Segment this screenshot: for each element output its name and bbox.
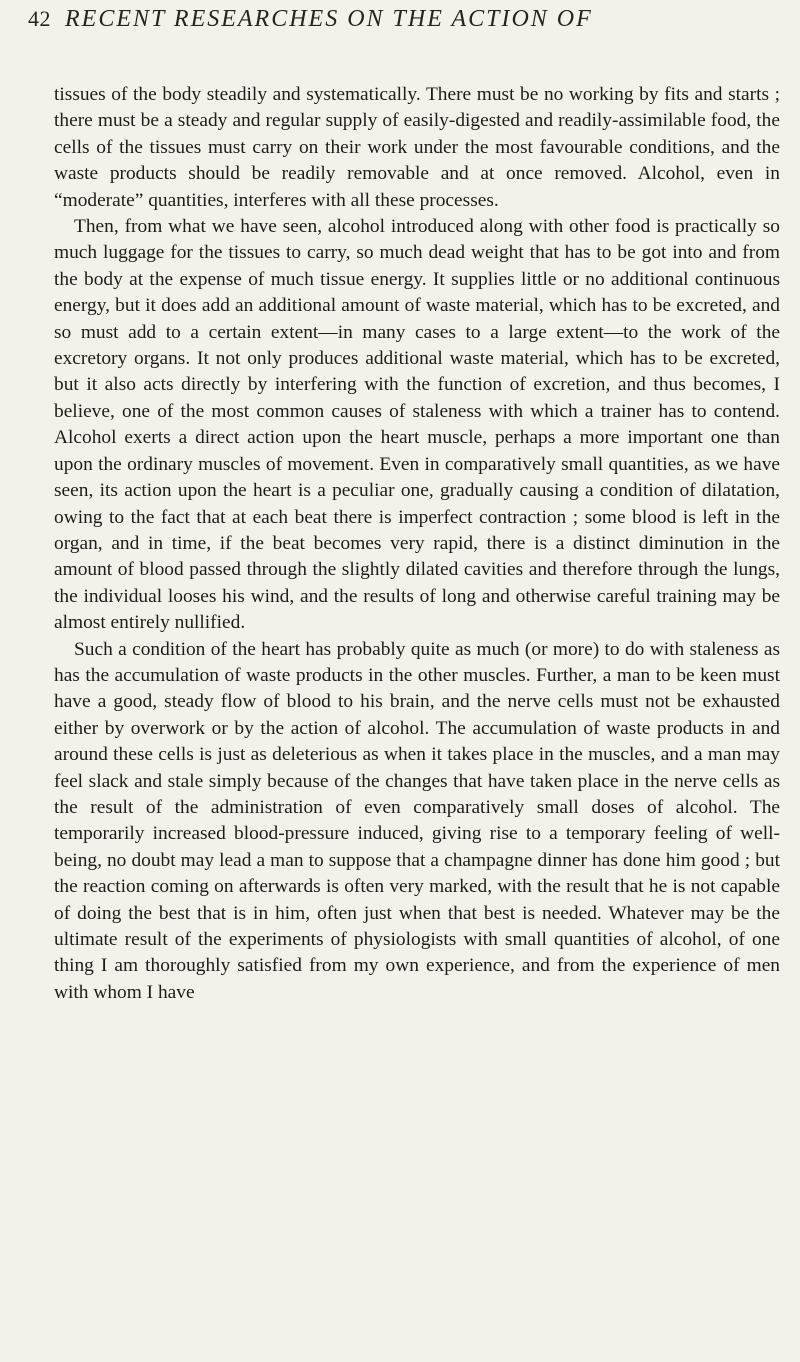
paragraph: Such a condition of the heart has probably quite as much (or more) to do with staleness as has the accumulation of waste products in the other muscles. Further, a man to be keen must have a good, steady flow of blood to his brain, and the nerve cells must not be exhausted either by overwork or by the action of alcohol. The accumulation of waste products in and around these cells is just as deleterious as when it takes place in the muscles, and a man may feel slack and stale simply because of the changes that have taken place in the nerve cells as the result of the administration of even comparatively small doses of alcohol. The temporarily increased blood-pressure induced, giving rise to a temporary feeling of well-being, no doubt may lead a man to suppose that a champagne dinner has done him good ; but the reaction coming on afterwards is often very marked, with the result that he is not capable of doing the best that is in him, often just when that best is needed. Whatever may be the ultimate result of the experiments of physiologists with small quantities of alcohol, of one thing I am thoroughly satisfied from my own experience, and from the experience of men with whom I have xyxy=(54,638,780,1003)
paragraph: Then, from what we have seen, alcohol introduced along with other food is practically so much luggage for the tissues to carry, so much dead weight that has to be got into and from the body at the expense of much tissue energy. It supplies little or no additional continuous energy, but it does add an additional amount of waste material, which has to be excreted, and so must add to a certain extent—in many cases to a large extent—to the work of the excretory organs. It not only produces additional waste material, which has to be excreted, but it also acts directly by interfering with the function of excretion, and thus becomes, I believe, one of the most common causes of staleness with which a trainer has to contend. Alcohol exerts a direct action upon the heart muscle, perhaps a more important one than upon the ordinary muscles of movement. Even in comparatively small quantities, as we have seen, its action upon the heart is a peculiar one, gradually causing a condition of dilatation, owing to the fact that at each beat there is imperfect contraction ; some blood is left in the organ, and in time, if the beat becomes very rapid, there is a distinct diminution in the amount of blood passed through the slightly dilated cavities and therefore through the lungs, the individual looses his wind, and the results of long and otherwise careful training may be almost entirely nullified. xyxy=(54,216,780,634)
running-head xyxy=(28,6,780,46)
running-title: RECENT RESEARCHES ON THE ACTION OF xyxy=(65,6,593,32)
body-text xyxy=(54,82,780,1006)
paragraph-continued: tissues of the body steadily and systematically. There must be no working by fits and starts ; there must be a steady and regular supply of easily-digested and readily-assimilable food, the cells of the tissues must carry on their work under the most favourable conditions, and the waste products should be readily removable and at once removed. Alcohol, even in “moderate” quantities, interferes with all these processes. xyxy=(54,84,780,211)
page-number: 42 xyxy=(28,6,51,31)
